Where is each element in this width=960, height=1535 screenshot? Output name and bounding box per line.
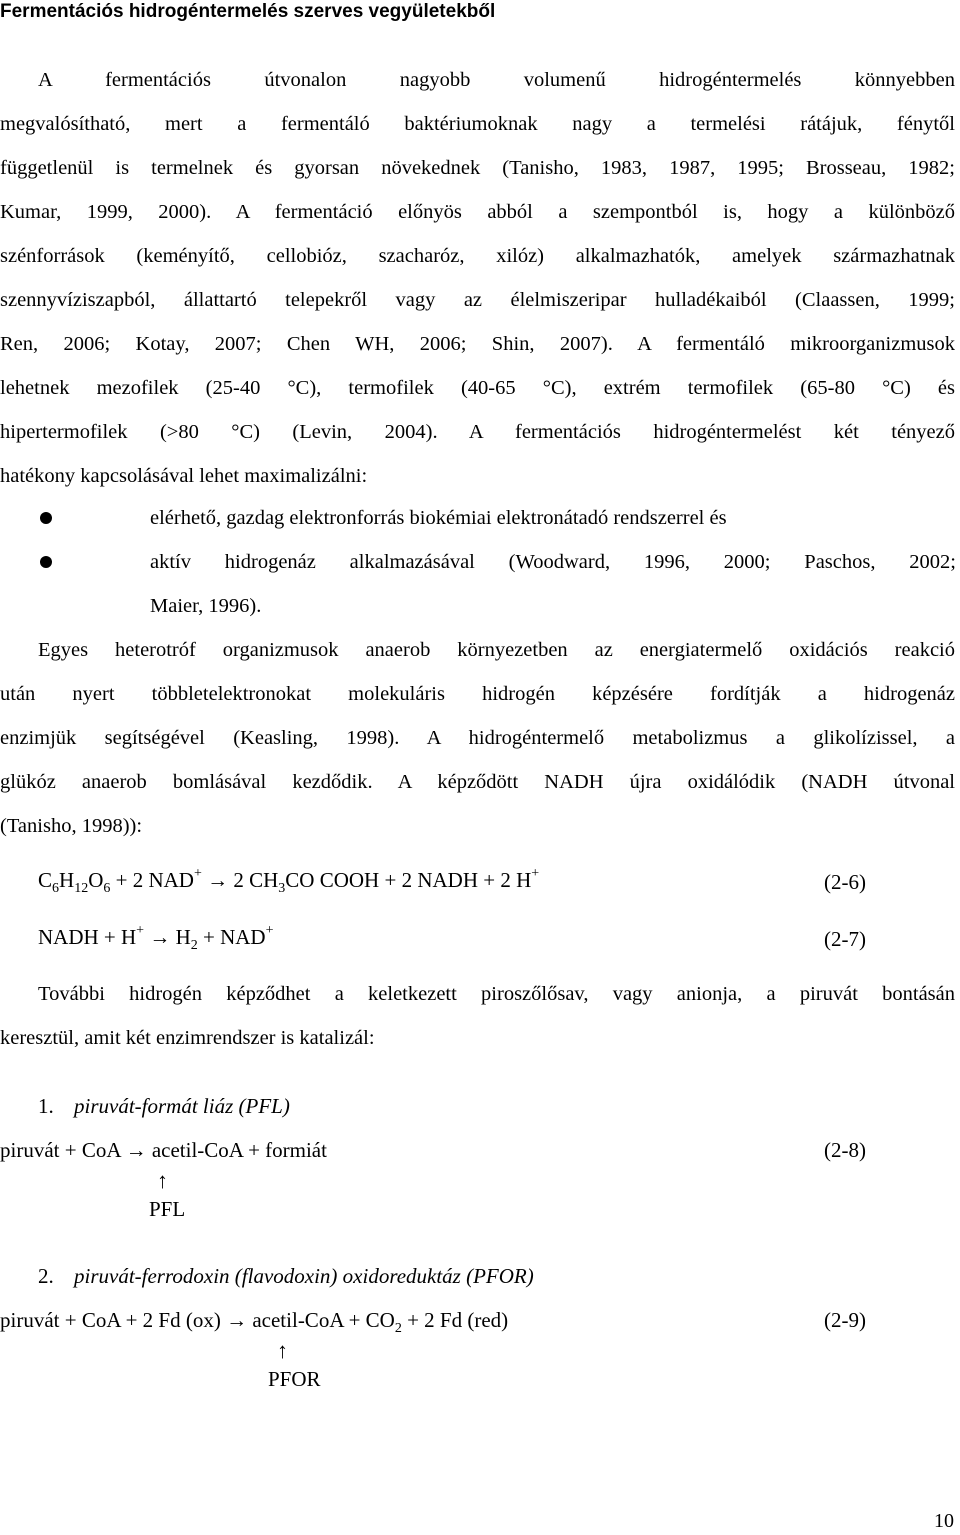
text-line: Kumar, 1999, 2000). A fermentáció előnyös abból a szempontból is, hogy a különböző	[0, 201, 955, 223]
bullet-text: elérhető, gazdag elektronforrás biokémiai elektronátadó rendszerrel és	[150, 507, 727, 529]
text-line: hipertermofilek (>80 °C) (Levin, 2004). A fermentációs hidrogéntermelést két tényező	[0, 421, 955, 443]
text-line: után nyert többletelektronokat molekuláris hidrogén képzésére fordítják a hidrogenáz	[0, 683, 955, 705]
up-arrow-icon: ↑	[277, 1338, 288, 1363]
paragraph-intro	[0, 58, 955, 498]
bullet-icon	[40, 556, 52, 568]
up-arrow-icon: ↑	[157, 1168, 168, 1193]
text-line: Ren, 2006; Kotay, 2007; Chen WH, 2006; Shin, 2007). A fermentáló mikroorganizmusok	[0, 333, 955, 355]
equation-number: (2-6)	[824, 870, 866, 894]
paragraph-metabolism	[0, 628, 955, 848]
text-line: lehetnek mezofilek (25-40 °C), termofilek (40-65 °C), extrém termofilek (65-80 °C) és	[0, 377, 955, 399]
reaction-arrow-icon: →	[144, 925, 176, 949]
equation-2-6: $C_6H_{12}O_6 + 2$ NAD+ → 2 $CH_3CO$ COOH + 2 NADH + 2 H+	[38, 866, 540, 896]
paragraph-pyruvate	[0, 972, 955, 1060]
text-line: glükóz anaerob bomlásával kezdődik. A képződött NADH újra oxidálódik (NADH útvonal	[0, 771, 955, 793]
text-line: (Tanisho, 1998)):	[0, 815, 143, 837]
bullet-item	[150, 540, 956, 628]
text-line: hatékony kapcsolásával lehet maximalizálni:	[0, 465, 368, 487]
enzyme-label: PFL	[149, 1197, 186, 1221]
text-line: keresztül, amit két enzimrendszer is katalizál:	[0, 1027, 375, 1049]
text-line: szénforrások (keményítő, cellobióz, szacharóz, xilóz) alkalmazhatók, amelyek származhatnak	[0, 245, 955, 267]
text-line: További hidrogén képződhet a keletkezett piroszőlősav, vagy anionja, a piruvát bontásán	[38, 983, 955, 1005]
text-line: szennyvíziszapból, állattartó telepekről vagy az élelmiszeripar hulladékaiból (Claassen, 1999;	[0, 289, 955, 311]
enzyme-item-1: 1. piruvát-formát liáz (PFL)	[38, 1094, 290, 1118]
equation-number: (2-8)	[824, 1138, 866, 1162]
text-line: Egyes heterotróf organizmusok anaerob környezetben az energiatermelő oxidációs reakció	[38, 639, 955, 661]
page-number: 10	[934, 1510, 954, 1532]
text-line: függetlenül is termelnek és gyorsan növekednek (Tanisho, 1983, 1987, 1995; Brosseau, 1982;	[0, 157, 955, 179]
equation-2-9: piruvát + CoA + 2 Fd (ox) → acetil-CoA + $CO_2 + 2$ Fd (red)	[0, 1308, 509, 1336]
bullet-text: aktív hidrogenáz alkalmazásával (Woodward, 1996, 2000; Paschos, 2002;	[150, 551, 956, 573]
text-line: enzimjük segítségével (Keasling, 1998). A hidrogéntermelő metabolizmus a glikolízissel, a	[0, 727, 955, 749]
text-line: A fermentációs útvonalon nagyobb volumenű hidrogéntermelés könnyebben	[38, 69, 955, 91]
equation-2-8: piruvát + CoA → acetil-CoA + formiát	[0, 1138, 327, 1162]
equation-number: (2-9)	[824, 1308, 866, 1332]
reaction-arrow-icon: →	[201, 868, 234, 892]
bullet-item	[150, 496, 956, 540]
section-title: Fermentációs hidrogéntermelés szerves vegyületekből	[0, 1, 496, 22]
text-line: megvalósítható, mert a fermentáló baktériumoknak nagy a termelési rátájuk, fénytől	[0, 113, 955, 135]
enzyme-label: PFOR	[268, 1367, 321, 1391]
bullet-icon	[40, 512, 52, 524]
bullet-text: Maier, 1996).	[150, 595, 262, 617]
equation-number: (2-7)	[824, 927, 866, 951]
equation-2-7: NADH + $H^+ \to H_2 + NAD^+$	[38, 923, 274, 953]
enzyme-item-2: 2. piruvát-ferrodoxin (flavodoxin) oxidoreduktáz (PFOR)	[38, 1264, 534, 1288]
